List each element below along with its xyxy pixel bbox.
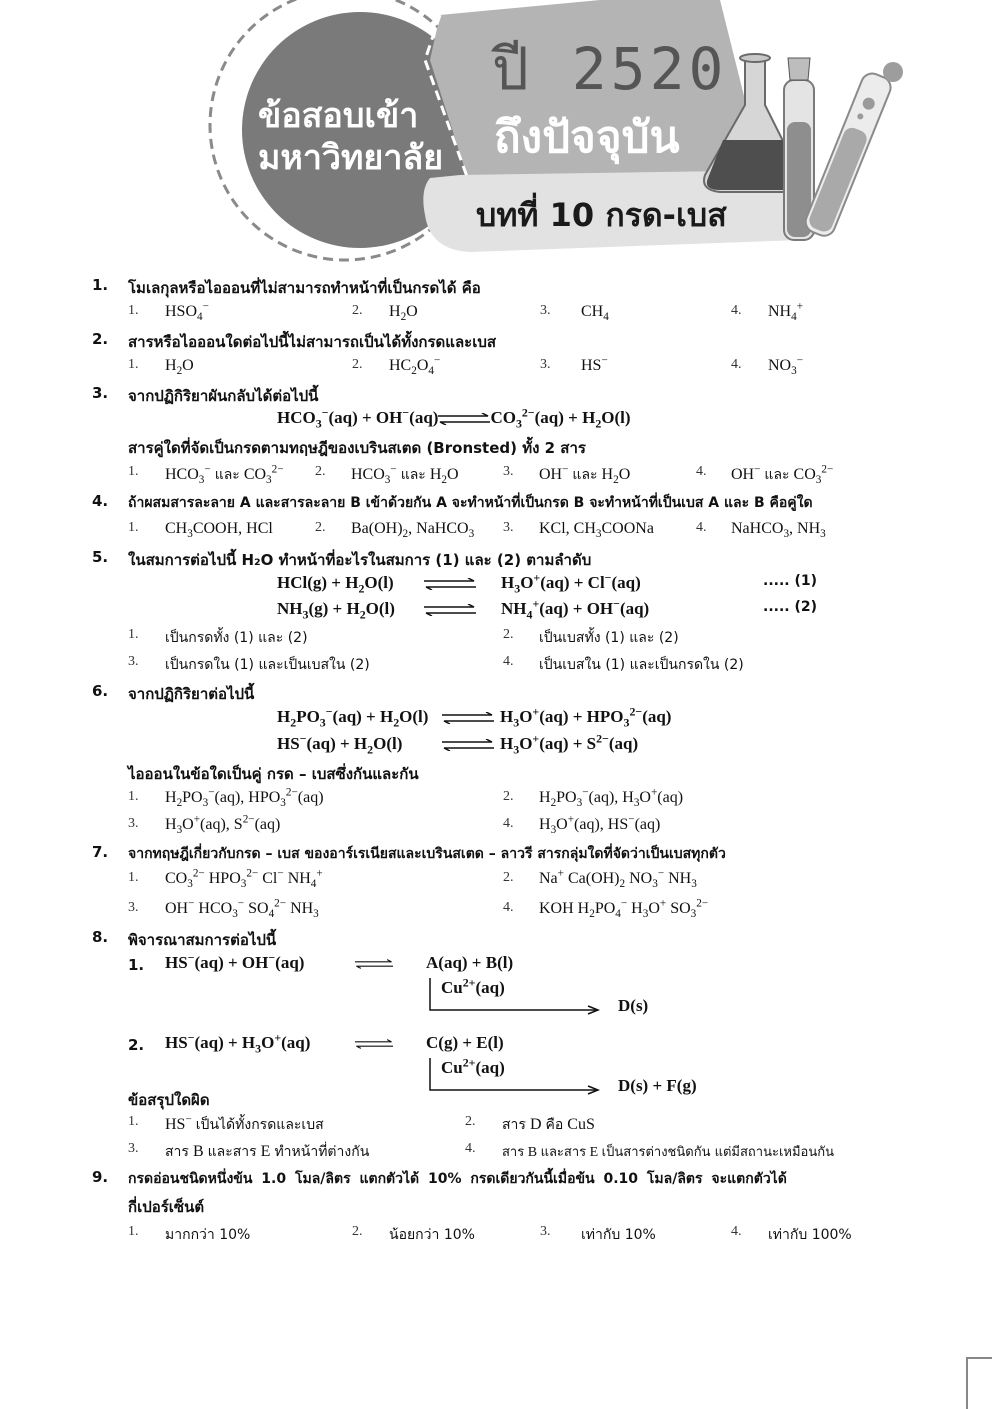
- banner-title-line1: ข้อสอบเข้า: [258, 96, 419, 136]
- option-3[interactable]: HS−: [581, 354, 608, 374]
- reaction-1-left: HS−(aq) + OH−(aq): [165, 950, 305, 972]
- reaction-1-product: D(s): [618, 996, 649, 1015]
- option-number: 4.: [696, 520, 707, 535]
- option-number: 3.: [540, 1224, 551, 1239]
- question-number: 7.: [92, 843, 109, 861]
- option-2[interactable]: $HCO_3^-$ และ $H_2O$: [351, 463, 459, 487]
- reaction-2-product: D(s) + F(g): [618, 1076, 697, 1095]
- option-3[interactable]: เป็นกรดใน (1) และเป็นเบสใน (2): [165, 657, 370, 673]
- option-4[interactable]: $H_3O^+(aq)$, HS−(aq): [539, 813, 661, 837]
- option-1[interactable]: มากกว่า 10%: [165, 1227, 251, 1243]
- banner-title-line2: มหาวิทยาลัย: [258, 138, 444, 178]
- option-1[interactable]: $H_2O$: [165, 357, 194, 378]
- option-number: 4.: [696, 464, 707, 479]
- option-2[interactable]: น้อยกว่า 10%: [389, 1227, 475, 1243]
- option-number: 1.: [128, 357, 139, 372]
- option-number: 1.: [128, 464, 139, 479]
- option-4[interactable]: OH− และ $CO_3^{2-}$: [731, 463, 834, 487]
- question-number: 2.: [92, 330, 109, 348]
- option-number: 2.: [352, 1224, 363, 1239]
- equilibrium-arrow-icon: [424, 578, 476, 590]
- option-number: 2.: [503, 870, 514, 885]
- reaction-number: 1.: [128, 956, 145, 974]
- option-2[interactable]: $H_2PO_3^-(aq)$, $H_3O^+(aq)$: [539, 786, 684, 810]
- question-text: จากทฤษฎีเกี่ยวกับกรด – เบส ของอาร์เรเนียสและเบรินสเตด – ลาวรี สารกลุ่มใดที่จัดว่าเป็นเบสทุกตัว: [128, 846, 726, 862]
- option-number: 3.: [128, 900, 139, 915]
- option-4[interactable]: KOH $H_2PO_4^-$ $H_3O^+$ $SO_3^{2-}$: [539, 897, 709, 921]
- option-3[interactable]: $H_3O^+(aq)$, $S^{2-}(aq)$: [165, 813, 281, 837]
- reaction-2-right: C(g) + E(l): [426, 1033, 504, 1052]
- page-corner-mark: [966, 1357, 992, 1409]
- option-1[interactable]: $CH_3COOH$, HCl: [165, 520, 273, 541]
- option-number: 1.: [128, 1224, 139, 1239]
- question-number: 3.: [92, 384, 109, 402]
- question-number: 8.: [92, 928, 109, 946]
- option-number: 4.: [731, 357, 742, 372]
- option-number: 1.: [128, 870, 139, 885]
- reaction-2-reagent: $Cu^{2+}(aq)$: [441, 1055, 505, 1077]
- option-1[interactable]: $HSO_4^-$: [165, 300, 209, 324]
- option-number: 2.: [352, 357, 363, 372]
- option-number: 3.: [128, 654, 139, 669]
- reaction-1-right: A(aq) + B(l): [426, 953, 514, 972]
- equation-2-right: $NH_4^+(aq) + OH^-(aq)$: [501, 596, 650, 622]
- question-number: 9.: [92, 1168, 109, 1186]
- question-number: 6.: [92, 682, 109, 700]
- banner-subtitle: ถึงปัจจุบัน: [494, 112, 680, 163]
- option-2[interactable]: $HC_2O_4^-$: [389, 354, 441, 378]
- option-2[interactable]: $H_2O$: [389, 303, 418, 324]
- equation-1-tag: ..... (1): [763, 573, 818, 589]
- equation-2-right: $H_3O^+(aq) + S^{2-}(aq)$: [500, 731, 639, 757]
- question-text: พิจารณาสมการต่อไปนี้: [128, 931, 277, 949]
- option-4[interactable]: เป็นเบสใน (1) และเป็นกรดใน (2): [539, 657, 744, 673]
- question-text: กรดอ่อนชนิดหนึ่งข้น 1.0 โมล/ลิตร แตกตัวได้ 10% กรดเดียวกันนี้เมื่อข้น 0.10 โมล/ลิตร จะแตกตัวได้: [128, 1171, 787, 1187]
- option-3[interactable]: OH− และ $H_2O$: [539, 463, 631, 487]
- option-4[interactable]: NaHCO$_3$, $NH_3$: [731, 520, 826, 541]
- equation-2-tag: ..... (2): [763, 599, 818, 615]
- equilibrium-arrow-icon: [424, 604, 476, 616]
- option-number: 3.: [503, 520, 514, 535]
- question-text: โมเลกุลหรือไอออนที่ไม่สามารถทำหน้าที่เป็นกรดได้ คือ: [128, 279, 481, 297]
- question-text: จากปฏิกิริยาต่อไปนี้: [128, 685, 255, 703]
- option-number: 3.: [503, 464, 514, 479]
- equilibrium-arrow-icon: [442, 712, 494, 724]
- option-3[interactable]: $CH_4$: [581, 303, 609, 324]
- option-number: 1.: [128, 1114, 139, 1129]
- option-4[interactable]: เท่ากับ 100%: [768, 1227, 852, 1243]
- question-text: ถ้าผสมสารละลาย A และสารละลาย B เข้าด้วยกัน A จะทำหน้าที่เป็นกรด B จะทำหน้าที่เป็นเบส A และ B คือคู่ใด: [128, 495, 813, 511]
- equation-2-left: $NH_3(g) + H_2O(l)$: [277, 599, 395, 622]
- question-text-line2: กี่เปอร์เซ็นต์: [128, 1198, 205, 1216]
- option-number: 3.: [540, 303, 551, 318]
- option-4[interactable]: $NH_4^+$: [768, 300, 804, 324]
- option-number: 1.: [128, 627, 139, 642]
- option-number: 3.: [128, 816, 139, 831]
- question-number: 4.: [92, 492, 109, 510]
- option-number: 1.: [128, 789, 139, 804]
- option-3[interactable]: KCl, $CH_3COONa$: [539, 520, 654, 541]
- option-1[interactable]: $CO_3^{2-}$ $HPO_3^{2-}$ Cl− $NH_4^+$: [165, 867, 323, 891]
- equilibrium-arrow-icon: [355, 958, 393, 970]
- option-3[interactable]: เท่ากับ 10%: [581, 1227, 656, 1243]
- option-1[interactable]: $HCO_3^-$ และ $CO_3^{2-}$: [165, 463, 284, 487]
- reaction-number: 2.: [128, 1036, 145, 1054]
- option-2[interactable]: สาร D คือ CuS: [502, 1116, 595, 1133]
- equation-1-right: $H_3O^+(aq) + Cl^-(aq)$: [501, 570, 641, 596]
- option-number: 2.: [315, 464, 326, 479]
- option-number: 4.: [731, 1224, 742, 1239]
- option-3[interactable]: สาร B และสาร E ทำหน้าที่ต่างกัน: [165, 1143, 370, 1160]
- option-3[interactable]: OH− $HCO_3^-$ $SO_4^{2-}$ $NH_3$: [165, 897, 319, 921]
- option-number: 1.: [128, 303, 139, 318]
- option-number: 2.: [503, 627, 514, 642]
- option-number: 1.: [128, 520, 139, 535]
- question-subtext: ข้อสรุปใดผิด: [128, 1091, 210, 1109]
- equilibrium-arrow-icon: [355, 1038, 393, 1050]
- option-number: 2.: [315, 520, 326, 535]
- option-number: 4.: [503, 816, 514, 831]
- option-2[interactable]: $Ba(OH)_2$, NaHCO$_3$: [351, 520, 475, 541]
- question-subtext: ไอออนในข้อใดเป็นคู่ กรด – เบสซึ่งกันและกัน: [128, 765, 419, 783]
- equilibrium-arrow-icon: [438, 413, 490, 425]
- question-number: 1.: [92, 276, 109, 294]
- equation: $HCO_3^-(aq) + OH^-(aq) CO_3^{2-}(aq) + H_2O(l)$: [277, 405, 631, 431]
- equation-2-left: $HS^-(aq) + H_2O(l)$: [277, 731, 403, 757]
- option-1[interactable]: เป็นกรดทั้ง (1) และ (2): [165, 630, 308, 646]
- option-number: 3.: [128, 1141, 139, 1156]
- option-1[interactable]: HS− เป็นได้ทั้งกรดและเบส: [165, 1113, 324, 1133]
- option-4[interactable]: $NO_3^-$: [768, 354, 804, 378]
- option-number: 4.: [503, 900, 514, 915]
- option-number: 2.: [503, 789, 514, 804]
- option-2[interactable]: เป็นเบสทั้ง (1) และ (2): [539, 630, 679, 646]
- equilibrium-arrow-icon: [442, 739, 494, 751]
- equation-1-left: $H_2PO_3^-(aq) + H_2O(l)$: [277, 704, 429, 730]
- chapter-banner: [0, 0, 992, 262]
- option-number: 4.: [503, 654, 514, 669]
- reaction-2-left: $HS^-(aq) + H_3O^+(aq)$: [165, 1030, 311, 1056]
- option-4[interactable]: สาร B และสาร E เป็นสารต่างชนิดกัน แต่มีสถานะเหมือนกัน: [502, 1145, 835, 1160]
- question-text: สารหรือไอออนใดต่อไปนี้ไม่สามารถเป็นได้ทั้งกรดและเบส: [128, 333, 497, 351]
- question-subtext: สารคู่ใดที่จัดเป็นกรดตามทฤษฎีของเบรินสเตด (Bronsted) ทั้ง 2 สาร: [128, 439, 586, 457]
- question-text: ในสมการต่อไปนี้ H₂O ทำหน้าที่อะไรในสมการ (1) และ (2) ตามลำดับ: [128, 551, 592, 569]
- question-text: จากปฏิกิริยาผันกลับได้ต่อไปนี้: [128, 387, 319, 405]
- banner-year: ปี 2520: [492, 35, 728, 103]
- chapter-title: บทที่ 10 กรด-เบส: [476, 196, 727, 234]
- option-number: 3.: [540, 357, 551, 372]
- equation-1-right: $H_3O^+(aq) + HPO_3^{2-}(aq)$: [500, 704, 672, 730]
- option-1[interactable]: $H_2PO_3^-(aq)$, $HPO_3^{2-}(aq)$: [165, 786, 324, 810]
- option-number: 4.: [731, 303, 742, 318]
- option-2[interactable]: Na+ $Ca(OH)_2$ $NO_3^-$ $NH_3$: [539, 867, 697, 891]
- question-number: 5.: [92, 548, 109, 566]
- option-number: 4.: [465, 1141, 476, 1156]
- option-number: 2.: [352, 303, 363, 318]
- reaction-1-reagent: $Cu^{2+}(aq)$: [441, 975, 505, 997]
- option-number: 2.: [465, 1114, 476, 1129]
- equation-1-left: $HCl(g) + H_2O(l)$: [277, 573, 394, 596]
